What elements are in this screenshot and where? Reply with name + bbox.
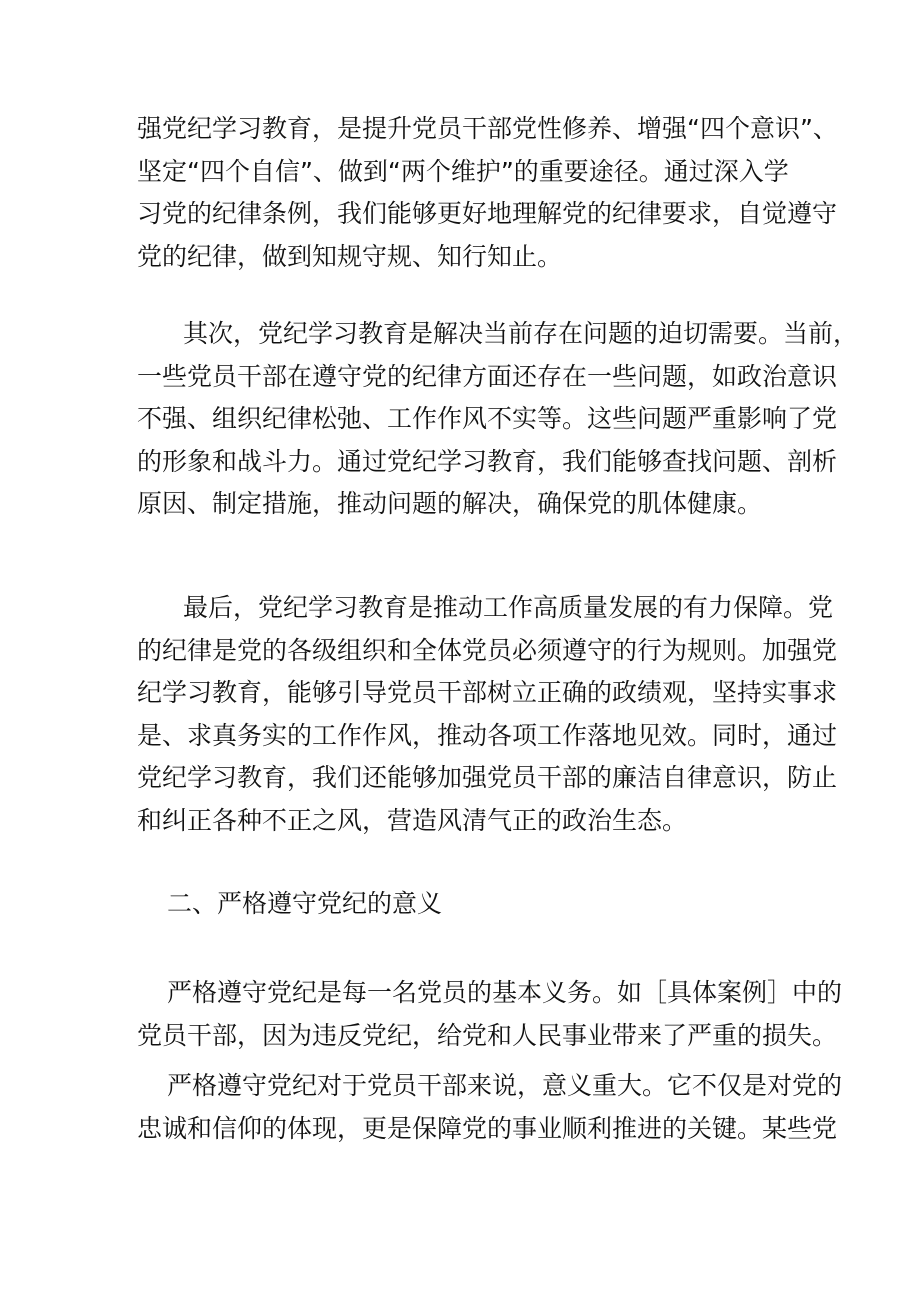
paragraph-line: 的纪律是党的各级组织和全体党员必须遵守的行为规则。加强党 [137, 635, 838, 665]
paragraph-line: 原因、制定措施，推动问题的解决，确保党的肌体健康。 [137, 489, 763, 518]
paragraph-line: 其次，党纪学习教育是解决当前存在问题的迫切需要。当前， [183, 319, 859, 348]
paragraph-1 [137, 108, 838, 278]
paragraph-line: 忠诚和信仰的体现，更是保障党的事业顺利推进的关键。某些党 [137, 1113, 838, 1143]
paragraph-line: 是、求真务实的工作作风，推动各项工作落地见效。同时，通过 [137, 720, 838, 750]
section-heading-text: 二、严格遵守党纪的意义 [167, 889, 443, 918]
paragraph-line: 党员干部，因为违反党纪，给党和人民事业带来了严重的损失。 [137, 1020, 838, 1050]
paragraph-line: 的形象和战斗力。通过党纪学习教育，我们能够查找问题、剖析 [137, 446, 838, 476]
paragraph-line: 严格遵守党纪是每一名党员的基本义务。如［具体案例］中的 [167, 978, 843, 1007]
paragraph-line: 不强、组织纪律松弛、工作作风不实等。这些问题严重影响了党 [137, 404, 838, 433]
paragraph-4 [137, 972, 843, 1057]
paragraph-line: 坚定“四个自信”、做到“两个维护”的重要途径。通过深入学 [137, 156, 789, 186]
paragraph-line: 严格遵守党纪对于党员干部来说，意义重大。它不仅是对党的 [167, 1071, 843, 1100]
paragraph-line: 党纪学习教育，我们还能够加强党员干部的廉洁自律意识，防止 [137, 763, 838, 792]
paragraph-line: 和纠正各种不正之风，营造风清气正的政治生态。 [137, 805, 688, 835]
paragraph-line: 强党纪学习教育，是提升党员干部党性修养、增强“四个意识”、 [137, 114, 838, 143]
paragraph-5 [137, 1065, 843, 1150]
paragraph-line: 党的纪律，做到知规守规、知行知止。 [137, 241, 563, 271]
paragraph-2 [137, 313, 859, 526]
section-heading [137, 883, 803, 926]
paragraph-3 [137, 587, 838, 842]
paragraph-line: 纪学习教育，能够引导党员干部树立正确的政绩观，坚持实事求 [137, 678, 838, 707]
paragraph-line: 最后，党纪学习教育是推动工作高质量发展的有力保障。党 [183, 593, 834, 622]
paragraph-line: 习党的纪律条例，我们能够更好地理解党的纪律要求，自觉遵守 [137, 199, 838, 228]
paragraph-line: 一些党员干部在遵守党的纪律方面还存在一些问题，如政治意识 [137, 361, 838, 391]
